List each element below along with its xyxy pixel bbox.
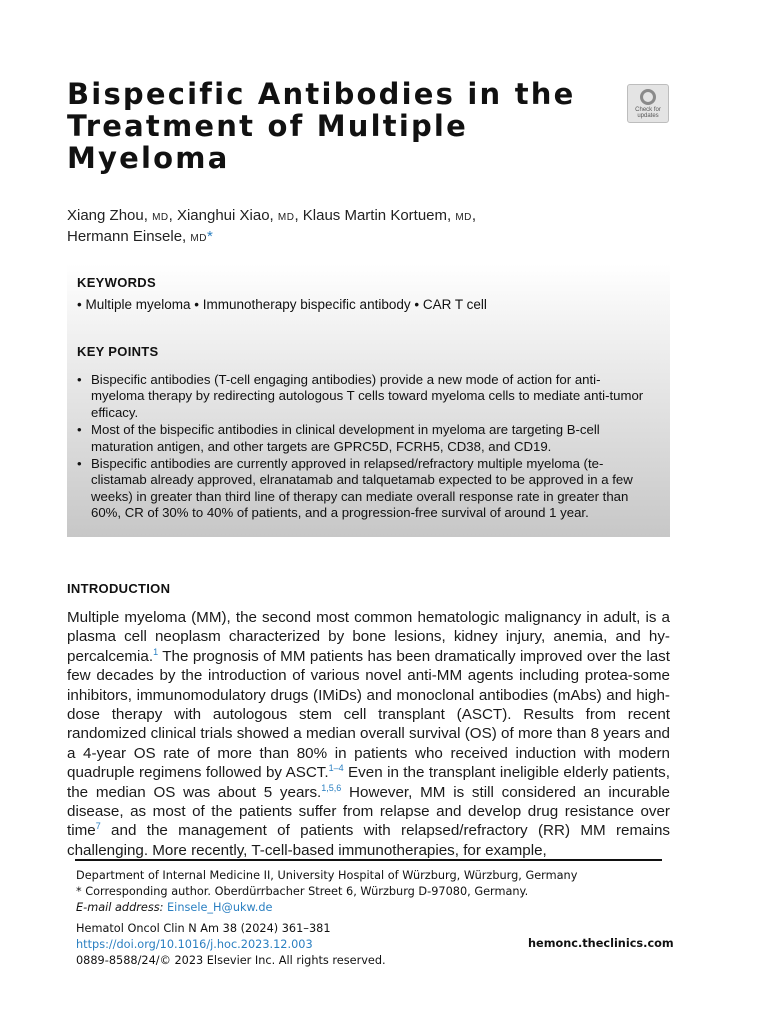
degree: MD [152, 212, 169, 223]
author-4: Hermann Einsele, [67, 228, 191, 245]
introduction-paragraph: Multiple myeloma (MM), the second most common hematologic malignancy in adult, is a plasma cell neoplasm characterized by bone lesions, kidney injury, anemia, and hy-percalcemia.$^1$ The prognosis of MM patients has been dramatically improved over the last few decades by the introduction of various novel anti-MM agents including protea-some inhibitors, immunomodulatory drugs (IMiDs) and monoclonal antibodies (mAbs) and high-dose therapy with autologous stem cell transplant (ASCT). Results from recent randomized clinical trials showed a median overall survival (OS) of more than 8 years and a 4-year OS rate of more than 80% in patients who received induction with modern quadruple regimens followed by ASCT.$^{1-4}$ Even in the transplant ineligible elderly patients, the median OS was about 5 years.$^{1,5,6}$ However, MM is still considered an incurable disease, as most of the patients suffer from relapse and develop drug resistance over time$^7$ and the management of patients with relapsed/refractory (RR) MM remains challenging. More recently, T-cell-based immunotherapies, for example, [67, 609, 670, 859]
corresponding-author-link[interactable]: * [206, 228, 213, 245]
degree: MD [455, 212, 472, 223]
badge-ring-icon [640, 89, 656, 105]
badge-line-2: updates [637, 113, 659, 119]
footnote-divider [75, 859, 662, 861]
affiliation-block [76, 868, 676, 916]
email-label: E-mail address: [76, 901, 164, 914]
title-line-2: Treatment of Multiple [67, 109, 468, 143]
doi-link[interactable]: https://doi.org/10.1016/j.hoc.2023.12.003 [76, 938, 313, 951]
reference-link[interactable]: 1–4 [328, 763, 344, 774]
author-list: Xiang Zhou, MD, Xianghui Xiao, MD, Klaus Martin Kortuem, MD, Hermann Einsele, MD* [67, 207, 477, 245]
check-for-updates-icon[interactable] [627, 84, 669, 123]
email-link[interactable]: Einsele_H@ukw.de [167, 901, 273, 914]
reference-link[interactable]: 1,5,6 [321, 782, 342, 793]
reference-link[interactable]: 1 [153, 646, 159, 657]
title-line-3: Myeloma [67, 141, 230, 175]
email-line [76, 900, 676, 916]
affiliation: Department of Internal Medicine II, University Hospital of Würzburg, Würzburg, Germany [76, 869, 578, 882]
introduction-heading: INTRODUCTION [67, 581, 171, 596]
article-title [67, 78, 607, 174]
keywords-heading: KEYWORDS [77, 275, 156, 290]
author-3: Klaus Martin Kortuem, [302, 207, 456, 224]
title-line-1: Bispecific Antibodies in the [67, 77, 576, 111]
journal-citation: Hematol Oncol Clin N Am 38 (2024) 361–381 [76, 922, 331, 935]
badge-line-1: Check for [635, 107, 661, 113]
reference-link[interactable]: 7 [95, 821, 101, 832]
author-1: Xiang Zhou, [67, 207, 153, 224]
degree: MD [190, 233, 207, 244]
journal-site: hemonc.theclinics.com [528, 937, 674, 950]
degree: MD [277, 212, 295, 223]
key-point: • Bispecific antibodies (T-cell engaging antibodies) provide a new mode of action for anti-myeloma therapy by redirecting autologous T cells toward myeloma cells to mediate anti-tumor efficacy. [77, 372, 652, 421]
corresponding-note: * Corresponding author. Oberdürrbacher Street 6, Würzburg D-97080, Germany. [76, 885, 529, 898]
keywords-box [67, 264, 670, 537]
author-2: Xianghui Xiao, [176, 207, 278, 224]
key-points-list [77, 372, 652, 523]
citation-block [76, 921, 416, 969]
key-points-heading: KEY POINTS [77, 344, 159, 359]
key-point: • Most of the bispecific antibodies in clinical development in myeloma are targeting B-cell maturation antigen, and other targets are GPRC5D, FCRH5, CD38, and CD19. [77, 422, 652, 455]
key-point: • Bispecific antibodies are currently approved in relapsed/refractory multiple myeloma (te-clistamab already approved, elranatamab and talquetamab expected to be approved in a few weeks) in greater than third line of therapy can mediate overall response rate in greater than 60%, CR of 30% to 40% of patients, and a progression-free survival of around 1 year. [77, 456, 652, 522]
copyright: 0889-8588/24/© 2023 Elsevier Inc. All rights reserved. [76, 954, 386, 967]
keywords-list: • Multiple myeloma • Immunotherapy bispecific antibody • CAR T cell [77, 297, 487, 312]
